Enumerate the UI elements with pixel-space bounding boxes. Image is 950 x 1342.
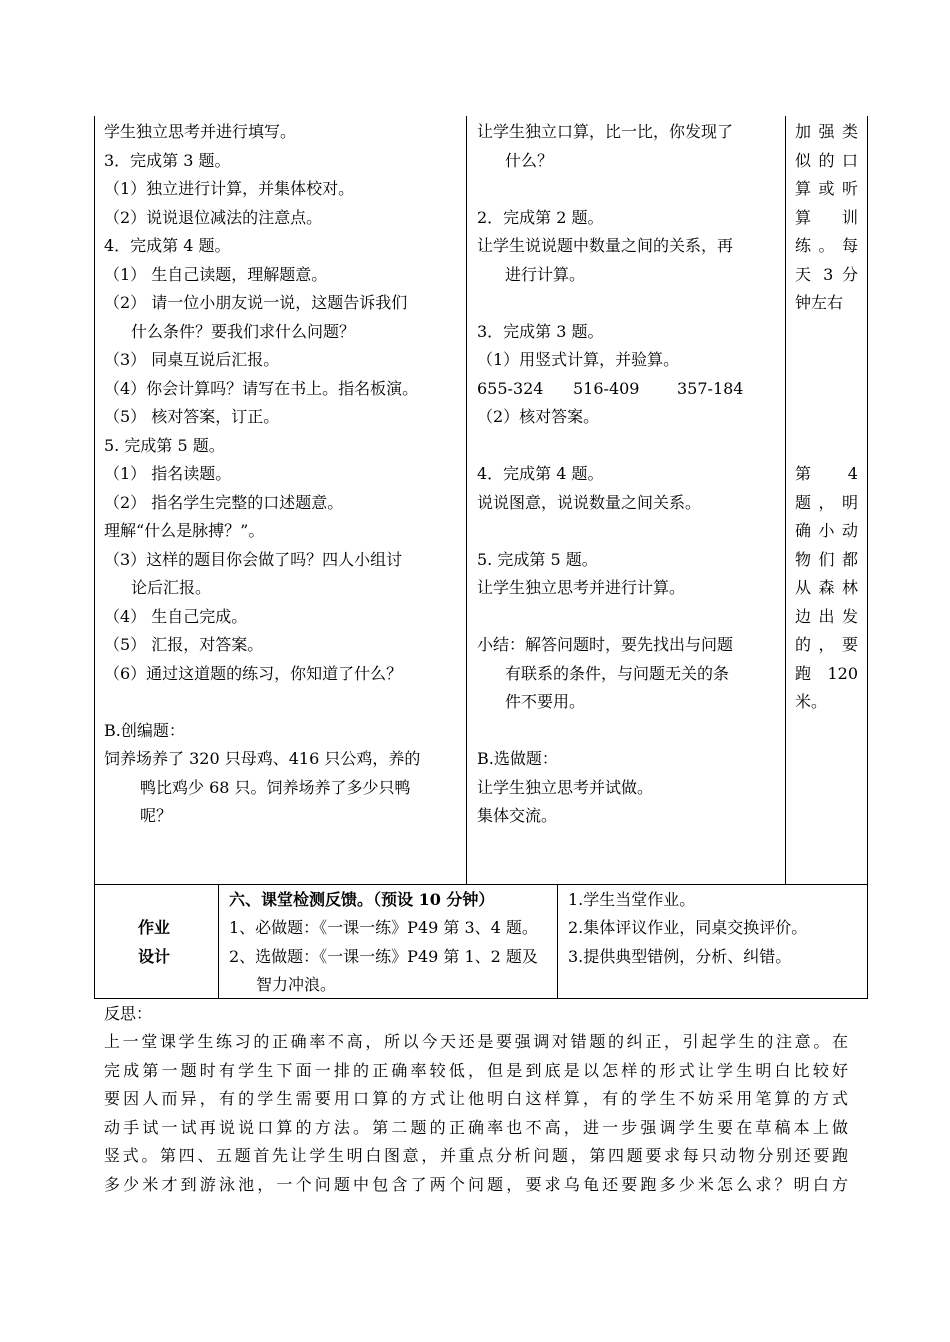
homework-activity: 1.学生当堂作业。 — [568, 890, 696, 909]
text-line: 让学生说说题中数量之间的关系，再 — [477, 236, 734, 255]
table-border-right — [867, 116, 868, 999]
reflection-line: 竖式。第四、五题首先让学生明白图意，并重点分析问题，第四题要求每只动物分别还要跑 — [104, 1146, 848, 1165]
note-line: 钟左右 — [795, 293, 844, 312]
text-line: 让学生独立口算，比一比，你发现了 — [477, 122, 734, 141]
reflection-line: 完成第一题时有学生下面一排的正确率较低，但是到底是以怎样的形式让学生明白比较好 — [104, 1061, 848, 1080]
text-line: 5. 完成第 5 题。 — [104, 436, 225, 455]
text-line: 什么？ — [505, 151, 554, 170]
text-line: （1）用竖式计算，并验算。 — [477, 350, 680, 369]
note-line: 从森林 — [795, 578, 858, 597]
text-line: 集体交流。 — [477, 806, 558, 825]
homework-item: 1、必做题：《一课一练》P49 第 3、4 题。 — [229, 918, 538, 937]
text-line: B.创编题： — [104, 721, 185, 740]
text-line: 说说图意，说说数量之间关系。 — [477, 493, 702, 512]
text-line: 2．完成第 2 题。 — [477, 208, 604, 227]
note-line: 加强类 — [795, 122, 858, 141]
note-line: 算或听 — [795, 179, 858, 198]
note-line: 天 3 分 — [795, 265, 858, 284]
homework-activity: 3.提供典型错例，分析、纠错。 — [568, 947, 792, 966]
summary-line: 件不要用。 — [505, 692, 586, 711]
text-line: 让学生独立思考并试做。 — [477, 778, 654, 797]
homework-title: 六、课堂检测反馈。（预设 10 分钟） — [229, 890, 495, 909]
text-line: （3）这样的题目你会做了吗？四人小组讨 — [104, 550, 403, 569]
note-line: 题，明 — [795, 493, 858, 512]
text-line: （4） 生自己完成。 — [104, 607, 248, 626]
reflection-line: 动手试一试再说说口算的方法。第二题的正确率也不高，进一步强调学生要在草稿本上做 — [104, 1118, 848, 1137]
text-line: （2）说说退位减法的注意点。 — [104, 208, 323, 227]
text-line: 5. 完成第 5 题。 — [477, 550, 598, 569]
text-line: 饲养场养了 320 只母鸡、416 只公鸡，养的 — [104, 749, 421, 768]
text-line: （5） 核对答案，订正。 — [104, 407, 280, 426]
note-line: 边出发 — [795, 607, 858, 626]
note-line: 算 训 — [795, 208, 858, 227]
text-line: 让学生独立思考并进行计算。 — [477, 578, 686, 597]
homework-divider-2 — [557, 884, 558, 999]
text-line: （1） 生自己读题，理解题意。 — [104, 265, 328, 284]
note-line: 跑 120 — [795, 664, 858, 683]
note-line: 物们都 — [795, 550, 858, 569]
note-line: 似的口 — [795, 151, 858, 170]
text-line: （3） 同桌互说后汇报。 — [104, 350, 280, 369]
text-line: 论后汇报。 — [131, 578, 212, 597]
text-line: 学生独立思考并进行填写。 — [104, 122, 297, 141]
reflection-line: 上一堂课学生练习的正确率不高，所以今天还是要强调对错题的纠正，引起学生的注意。在 — [104, 1032, 848, 1051]
text-line: （5） 汇报，对答案。 — [104, 635, 264, 654]
text-line: 3．完成第 3 题。 — [477, 322, 604, 341]
calc-expression: 655-324 — [477, 379, 544, 398]
text-line: （2）核对答案。 — [477, 407, 600, 426]
note-line: 米。 — [795, 692, 828, 711]
reflection-line: 要因人而异，有的学生需要用口算的方式让他明白这样算，有的学生不妨采用笔算的方式 — [104, 1089, 848, 1108]
text-line: 鸭比鸡少 68 只。饲养场养了多少只鸭 — [140, 778, 411, 797]
table-border-bottom — [94, 998, 868, 999]
table-border-left — [94, 116, 95, 999]
text-line: （1） 指名读题。 — [104, 464, 232, 483]
text-line: （2） 指名学生完整的口述题意。 — [104, 493, 344, 512]
row-divider — [94, 884, 868, 885]
homework-label: 作业 — [138, 918, 171, 937]
reflection-line: 多少米才到游泳池，一个问题中包含了两个问题，要求乌龟还要跑多少米怎么求？明白方 — [104, 1175, 848, 1194]
note-line: 练。每 — [795, 236, 858, 255]
text-line: （4）你会计算吗？请写在书上。指名板演。 — [104, 379, 419, 398]
summary-line: 小结：解答问题时，要先找出与问题 — [477, 635, 734, 654]
text-line: 4．完成第 4 题。 — [104, 236, 231, 255]
homework-item: 智力冲浪。 — [256, 975, 337, 994]
text-line: 进行计算。 — [505, 265, 586, 284]
text-line: 4．完成第 4 题。 — [477, 464, 604, 483]
text-line: 3．完成第 3 题。 — [104, 151, 231, 170]
calc-expression: 357-184 — [677, 379, 744, 398]
text-line: （2） 请一位小朋友说一说，这题告诉我们 — [104, 293, 408, 312]
column-divider-1 — [466, 116, 467, 884]
summary-line: 有联系的条件，与问题无关的条 — [505, 664, 730, 683]
column-divider-2 — [785, 116, 786, 884]
note-line: 的，要 — [795, 635, 858, 654]
text-line: B.选做题： — [477, 749, 558, 768]
homework-activity: 2.集体评议作业，同桌交换评价。 — [568, 918, 808, 937]
homework-divider-1 — [218, 884, 219, 999]
calc-expression: 516-409 — [573, 379, 640, 398]
text-line: 理解“什么是脉搏？”。 — [104, 521, 265, 540]
note-line: 第 4 — [795, 464, 858, 483]
text-line: （1）独立进行计算，并集体校对。 — [104, 179, 355, 198]
text-line: 呢？ — [140, 806, 173, 825]
text-line: 什么条件？要我们求什么问题？ — [131, 322, 356, 341]
reflection-heading: 反思： — [104, 1004, 153, 1023]
text-line: （6）通过这道题的练习，你知道了什么？ — [104, 664, 403, 683]
note-line: 确小动 — [795, 521, 858, 540]
homework-label: 设计 — [138, 947, 171, 966]
homework-item: 2、选做题：《一课一练》P49 第 1、2 题及 — [229, 947, 538, 966]
